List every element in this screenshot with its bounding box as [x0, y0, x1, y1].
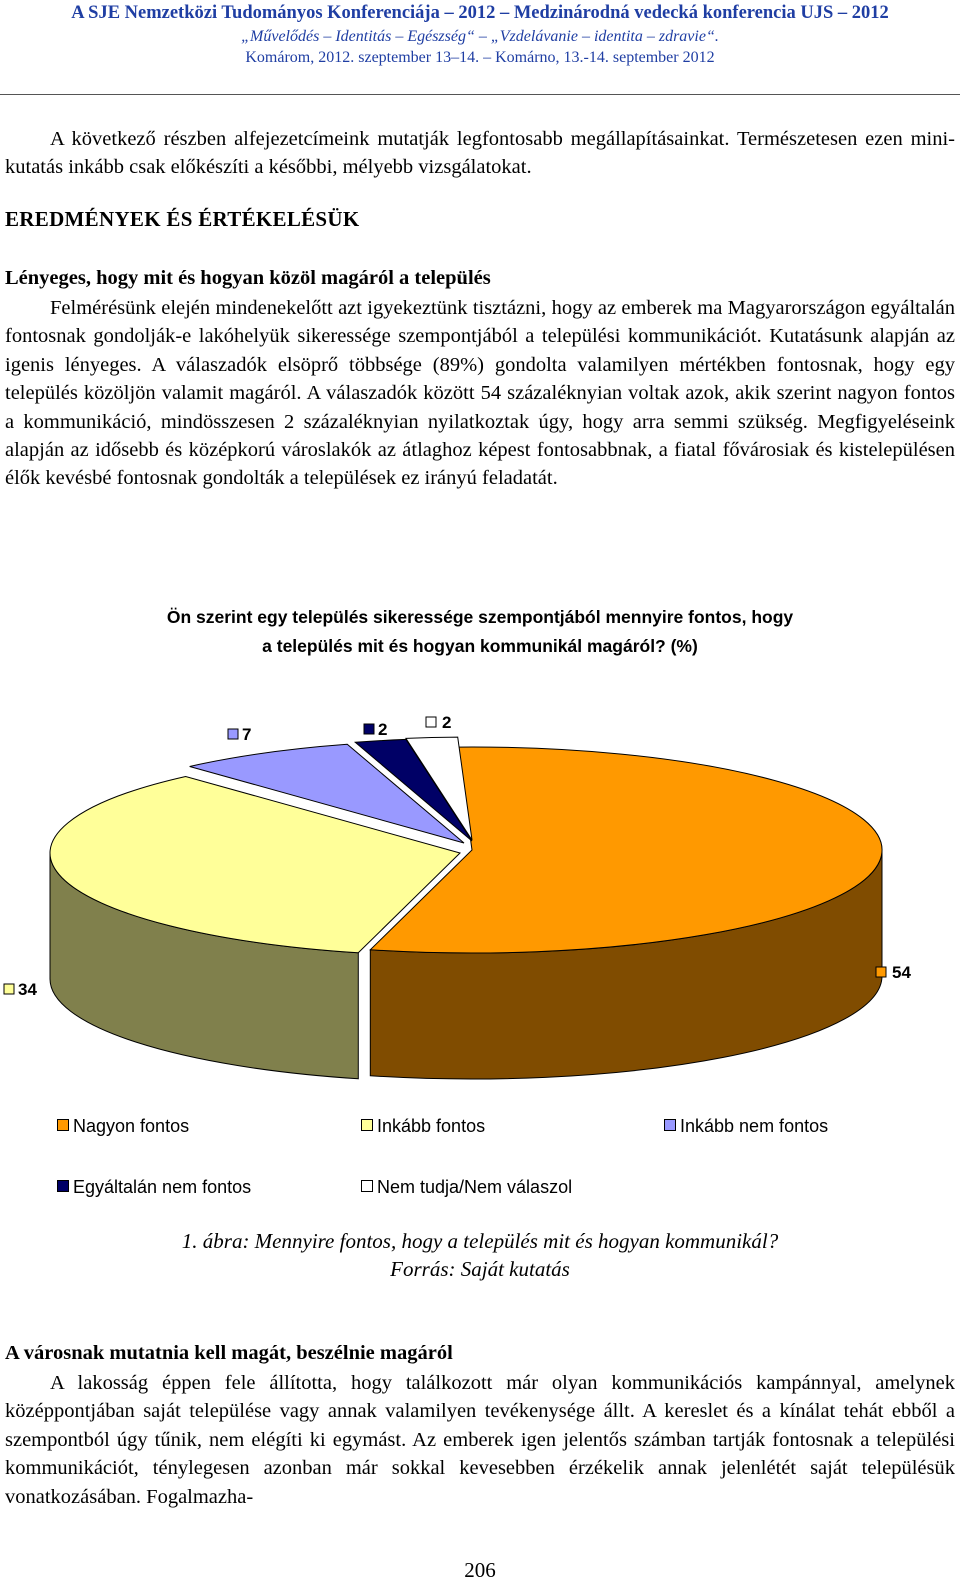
legend-swatch-1 — [361, 1119, 373, 1131]
legend-swatch-4 — [361, 1180, 373, 1192]
legend-item-1: Inkább fontos — [361, 1116, 485, 1137]
data-label-swatch-3 — [364, 724, 374, 734]
legend-swatch-0 — [57, 1119, 69, 1131]
header-divider — [0, 94, 960, 95]
intro-paragraph: A következő részben alfejezetcímeink mutatják legfontosabb megállapításainkat. Természetesen ezen mini-kutatás inkább csak előkészíti a későbbi, mélyebb vizsgálatokat. — [5, 128, 955, 179]
figure-source: Forrás: Saját kutatás — [390, 1257, 570, 1281]
data-label-text-2: 7 — [242, 725, 252, 744]
data-label-text-3: 2 — [378, 720, 388, 739]
conference-motto: „Művelődés – Identitás – Egészség“ – „Vzdelávanie – identita – zdravie“. — [241, 28, 719, 45]
data-label-swatch-1 — [4, 984, 14, 994]
data-label-swatch-4 — [426, 717, 436, 727]
section-title: EREDMÉNYEK ÉS ÉRTÉKELÉSÜK — [5, 207, 360, 231]
figure-caption: 1. ábra: Mennyire fontos, hogy a település mit és hogyan kommunikál? — [181, 1229, 779, 1253]
chart-title — [80, 603, 880, 661]
legend-item-4: Nem tudja/Nem válaszol — [361, 1177, 572, 1198]
chart-title-line-1: Ön szerint egy település sikeressége szempontjából mennyire fontos, hogy — [166, 607, 794, 627]
data-label-text-1: 34 — [18, 980, 37, 999]
legend-swatch-3 — [57, 1180, 69, 1192]
data-label-text-0: 54 — [892, 963, 911, 982]
data-label-2 — [228, 725, 251, 744]
conference-date-place: Komárom, 2012. szeptember 13–14. – Komárno, 13.-14. september 2012 — [245, 49, 715, 66]
page-number: 206 — [464, 1558, 496, 1582]
data-label-text-4: 2 — [442, 713, 452, 732]
legend-swatch-2 — [664, 1119, 676, 1131]
data-label-swatch-2 — [228, 729, 238, 739]
legend-item-3: Egyáltalán nem fontos — [57, 1177, 251, 1198]
data-label-3 — [364, 720, 387, 739]
subsection-title-1: Lényeges, hogy mit és hogyan közöl magáról a település — [5, 267, 491, 289]
subsection-text-2: A lakosság éppen fele állította, hogy találkozott már olyan kommunikációs kampánnyal, amelynek középpontjában saját települése vagy annak valamilyen tevékenysége állt. A kereslet és a kínálat tehát ebből a szempontból úgy tűnik, nem elégíti ki egymást. Az emberek igen jelentős számban tartják fontosnak a települési kommunikációt, ténylegesen azonban már sokkal kevesebben érzékelik annak jelenlétét saját településük vonatkozásában. Fogalmazha- — [5, 1372, 955, 1508]
data-label-swatch-0 — [876, 967, 886, 977]
subsection-text-1: Felmérésünk elején mindenekelőtt azt igyekeztünk tisztázni, hogy az emberek ma Magyarországon egyáltalán fontosnak gondolják-e lakóhelyük sikeressége szempontjából a települési kommunikációt. Kutatásunk alapján az igenis lényeges. A válaszadók elsöprő többsége (89%) gondolta valamilyen mértékben fontosnak, hogy egy település közöljön valamit magáról. A válaszadók között 54 százaléknyian voltak azok, akik szerint nagyon fontos a kommunikáció, mindösszesen 2 százaléknyian nyilatkoztak úgy, hogy arra semmi szükség. Megfigyeléseink alapján az idősebb és középkorú városlakók az átlaghoz képest fontosabbnak, a fiatal fővárosiak és kistelepülésen élők kevésbé fontosnak gondolták a települések ez irányú feladatát. — [5, 297, 955, 490]
pie-chart — [0, 700, 960, 1100]
data-label-1 — [4, 980, 37, 999]
data-label-4 — [426, 713, 451, 732]
legend-item-2: Inkább nem fontos — [664, 1116, 828, 1137]
chart-title-line-2: a település mit és hogyan kommunikál magáról? (%) — [262, 636, 698, 656]
conference-title: A SJE Nemzetközi Tudományos Konferenciája – 2012 – Medzinárodná vedecká konferencia UJS – 2012 — [71, 3, 889, 23]
subsection-title-2: A városnak mutatnia kell magát, beszélnie magáról — [5, 1342, 453, 1364]
legend-item-0: Nagyon fontos — [57, 1116, 189, 1137]
